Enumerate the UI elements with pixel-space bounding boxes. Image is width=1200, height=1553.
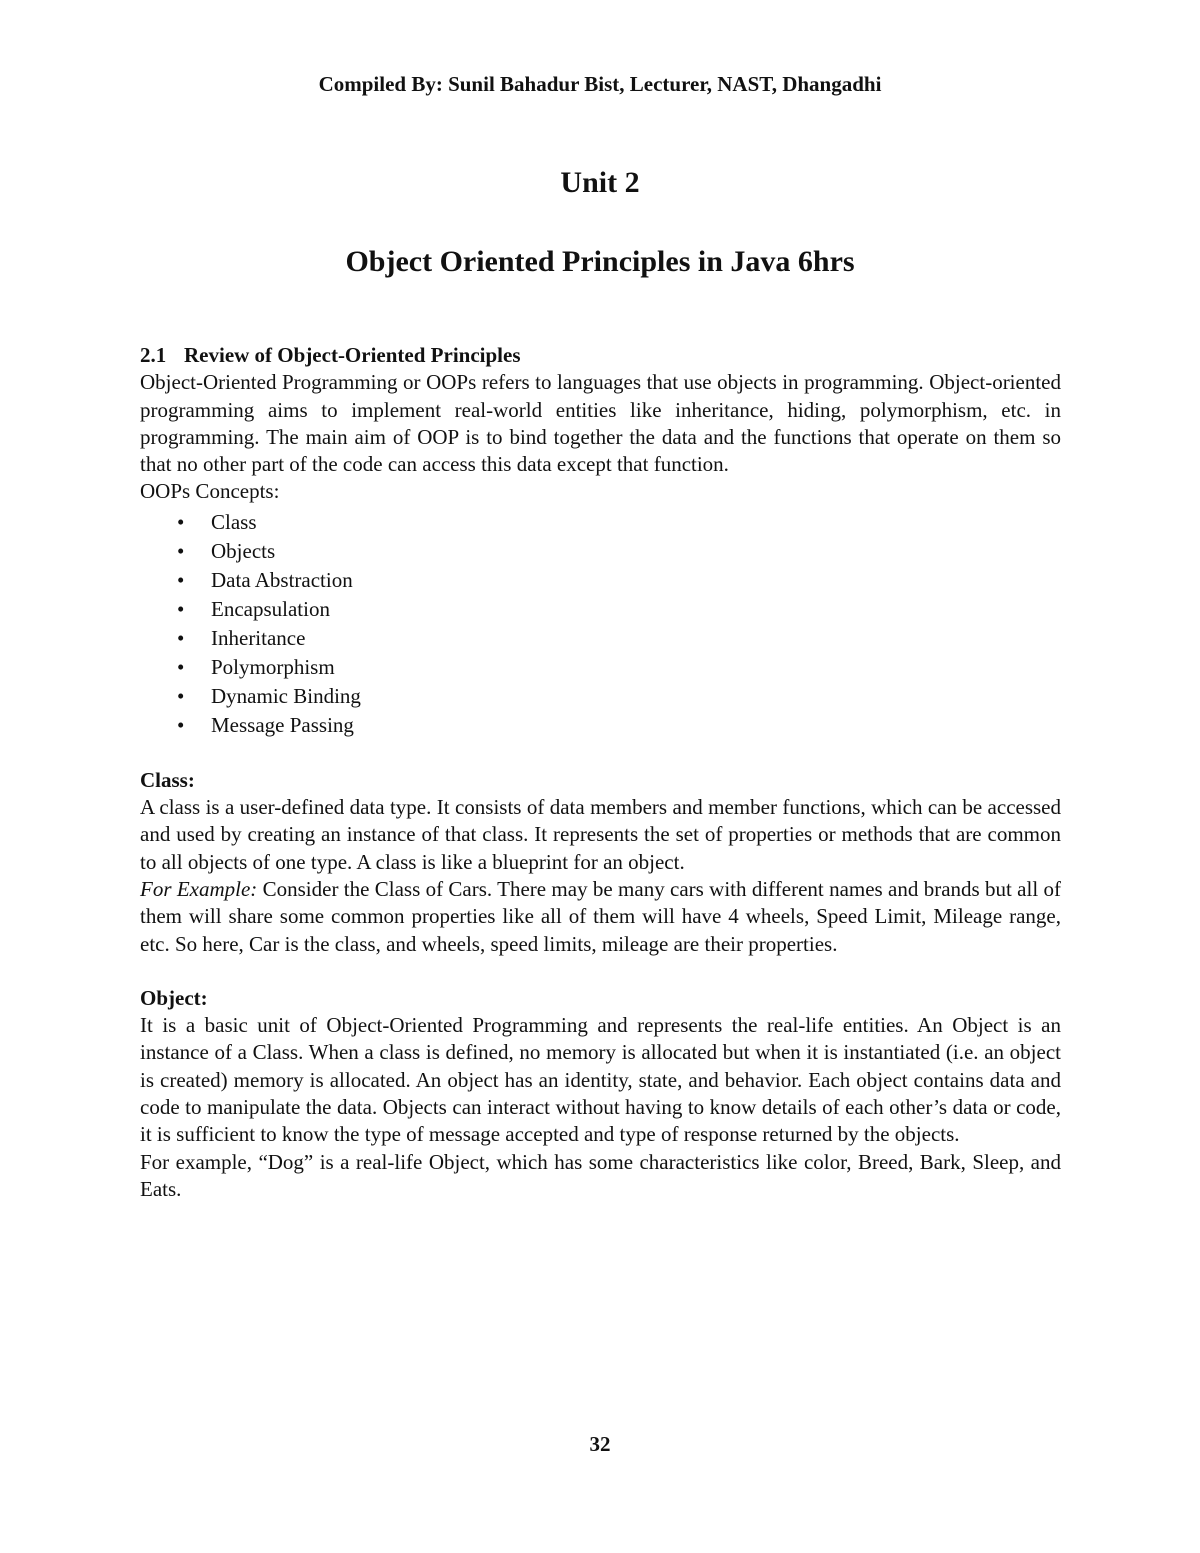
section-intro: Object-Oriented Programming or OOPs refers to languages that use objects in programming. Object-oriented programming aims to implement real-world entities like inheritance, hiding, polymorphism, etc. in programming. The main aim of OOP is to bind together the data and the functions that operate on them so that no other part of the code can access this data except that function. bbox=[140, 370, 1061, 477]
object-heading: Object: bbox=[140, 985, 208, 1010]
section-number: 2.1 bbox=[140, 343, 167, 367]
list-item-label: Polymorphism bbox=[211, 654, 335, 679]
class-example-label: For Example: bbox=[140, 876, 258, 901]
concepts-list bbox=[140, 508, 1061, 740]
list-item bbox=[140, 653, 1061, 682]
section-title: Review of Object-Oriented Principles bbox=[184, 343, 521, 367]
bullet-icon: • bbox=[177, 567, 185, 592]
bullet-icon: • bbox=[177, 712, 185, 737]
list-item-label: Class bbox=[211, 509, 257, 534]
bullet-icon: • bbox=[177, 596, 185, 621]
list-item-label: Encapsulation bbox=[211, 596, 330, 621]
bullet-icon: • bbox=[177, 683, 185, 708]
class-example bbox=[140, 876, 1061, 958]
list-item-label: Inheritance bbox=[211, 625, 306, 650]
bullet-icon: • bbox=[177, 654, 185, 679]
class-example-text: Consider the Class of Cars. There may be many cars with different names and brands but all of them will share some common properties like all of them will have 4 wheels, Speed Limit, Mileage range, etc. So here, Car is the class, and wheels, speed limits, mileage are their properties. bbox=[140, 876, 1061, 956]
list-item bbox=[140, 624, 1061, 653]
chapter-title: Object Oriented Principles in Java 6hrs bbox=[345, 245, 855, 278]
list-item bbox=[140, 711, 1061, 740]
page-number: 32 bbox=[589, 1432, 611, 1456]
object-example: For example, “Dog” is a real-life Object, which has some characteristics like color, Breed, Bark, Sleep, and Eats. bbox=[140, 1149, 1061, 1201]
bullet-icon: • bbox=[177, 625, 185, 650]
list-item bbox=[140, 537, 1061, 566]
list-item bbox=[140, 682, 1061, 711]
class-heading: Class: bbox=[140, 767, 195, 792]
object-body: It is a basic unit of Object-Oriented Programming and represents the real-life entities. An Object is an instance of a Class. When a class is defined, no memory is allocated but when it is instantiated (i.e. an object is created) memory is allocated. An object has an identity, state, and behavior. Each object contains data and code to manipulate the data. Objects can interact without having to know details of each other’s data or code, it is sufficient to know the type of message accepted and type of response returned by the objects. bbox=[140, 1013, 1061, 1147]
bullet-icon: • bbox=[177, 509, 185, 534]
list-item-label: Objects bbox=[211, 538, 276, 563]
list-item bbox=[140, 595, 1061, 624]
bullet-icon: • bbox=[177, 538, 185, 563]
list-item-label: Message Passing bbox=[211, 712, 354, 737]
page-content bbox=[140, 342, 1061, 1203]
class-body: A class is a user-defined data type. It consists of data members and member functions, which can be accessed and used by creating an instance of that class. It represents the set of properties or methods that are common to all objects of one type. A class is like a blueprint for an object. bbox=[140, 795, 1061, 874]
list-item bbox=[140, 566, 1061, 595]
concepts-label: OOPs Concepts: bbox=[140, 479, 280, 504]
section-heading bbox=[140, 342, 1061, 369]
page-header: Compiled By: Sunil Bahadur Bist, Lecturer, NAST, Dhangadhi bbox=[318, 72, 882, 96]
list-item-label: Data Abstraction bbox=[211, 567, 353, 592]
list-item-label: Dynamic Binding bbox=[211, 683, 361, 708]
unit-title: Unit 2 bbox=[560, 166, 640, 199]
list-item bbox=[140, 508, 1061, 537]
